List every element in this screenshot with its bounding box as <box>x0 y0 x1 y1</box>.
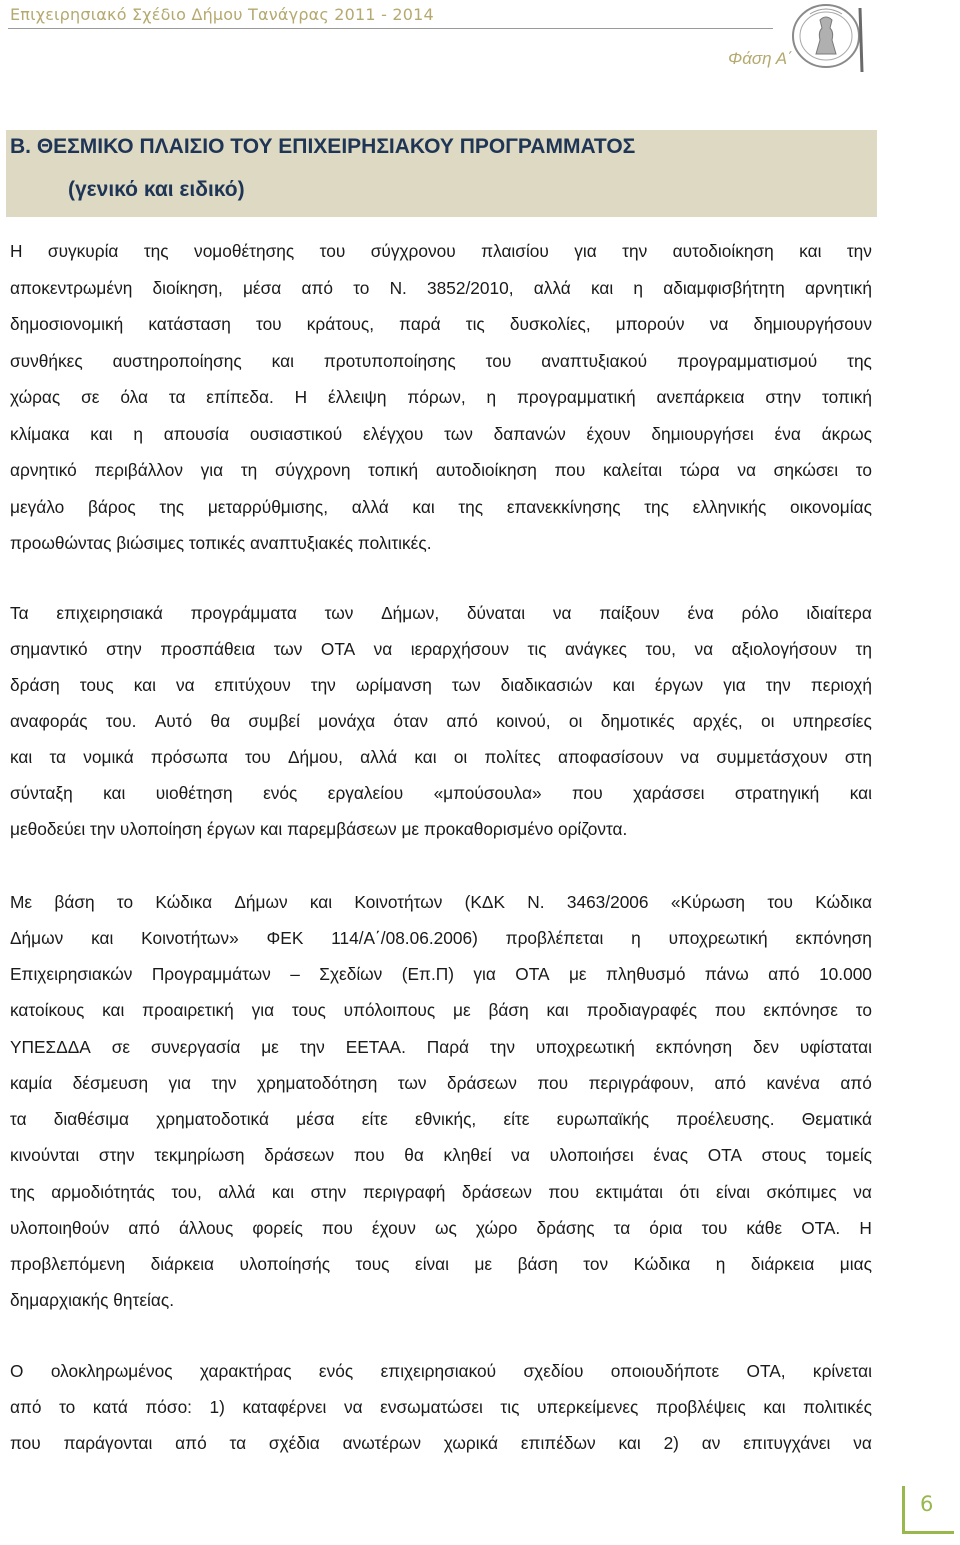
text-line: Η συγκυρία της νομοθέτησης του σύγχρονου πλαισίου για την αυτοδιοίκηση και την <box>10 241 872 261</box>
text-line: δράση τους και να επιτύχουν την ωρίμανση των διαδικασιών και έργων για την περιοχή <box>10 675 872 695</box>
text-line: ΥΠΕΣΔΔΑ σε συνεργασία με την ΕΕΤΑΑ. Παρά την υποχρεωτική εκπόνηση δεν υφίσταται <box>10 1037 872 1057</box>
text-line: συνθήκες αυστηροποίησης και προτυποποίησης του αναπτυξιακού προγραμματισμού της <box>10 351 872 371</box>
page-number-accent <box>902 1486 905 1534</box>
text-line: δημοσιονομική κατάσταση του κράτους, παρά τις δυσκολίες, μπορούν να δημιουργήσουν <box>10 314 872 334</box>
text-line: υλοποιηθούν από άλλους φορείς που έχουν ως χώρο δράσης τα όρια του κάθε ΟΤΑ. Η <box>10 1218 872 1238</box>
header-divider <box>8 28 773 29</box>
section-title: Β. ΘΕΣΜΙΚΟ ΠΛΑΙΣΙΟ ΤΟΥ ΕΠΙΧΕΙΡΗΣΙΑΚΟΥ ΠΡΟΓΡΑΜΜΑΤΟΣ <box>10 135 636 158</box>
text-line: μεγάλο βάρος της μεταρρύθμισης, αλλά και της επανεκκίνησης της ελληνικής οικονομίας <box>10 497 872 517</box>
text-line: αρνητικό περιβάλλον για τη σύγχρονη τοπική αυτοδιοίκηση που καλείται τώρα να σηκώσει το <box>10 460 872 480</box>
text-line: Τα επιχειρησιακά προγράμματα των Δήμων, δύναται να παίξουν ένα ρόλο ιδιαίτερα <box>10 603 872 623</box>
text-line: σημαντικό στην προσπάθεια των ΟΤΑ να ιεραρχήσουν τις ανάγκες του, να αξιολογήσουν τη <box>10 639 872 659</box>
header-phase: Φάση Α΄ <box>728 49 793 68</box>
text-line: χώρας σε όλα τα επίπεδα. Η έλλειψη πόρων, η προγραμματική ανεπάρκεια στην τοπική <box>10 387 872 407</box>
text-line: Με βάση το Κώδικα Δήμων και Κοινοτήτων (ΚΔΚ Ν. 3463/2006 «Κύρωση του Κώδικα <box>10 892 872 912</box>
text-line: που παράγονται από τα σχέδια ανωτέρων χωρικά επιπέδων και 2) αν επιτυγχάνει να <box>10 1433 872 1453</box>
text-line: Ο ολοκληρωμένος χαρακτήρας ενός επιχειρησιακού σχεδίου οποιουδήποτε ΟΤΑ, κρίνεται <box>10 1361 872 1381</box>
section-subtitle: (γενικό και ειδικό) <box>68 178 245 201</box>
text-line: Επιχειρησιακών Προγραμμάτων – Σχεδίων (Επ.Π) για ΟΤΑ με πληθυσμό πάνω από 10.000 <box>10 964 872 984</box>
text-line: κλίμακα και η απουσία ουσιαστικού ελέγχου των δαπανών έχουν δημιουργήσει ένα άκρως <box>10 424 872 444</box>
text-line: τα διαθέσιμα χρηματοδοτικά μέσα είτε εθνικής, είτε ευρωπαϊκής προέλευσης. Θεματικά <box>10 1109 872 1129</box>
text-line: μεθοδεύει την υλοποίηση έργων και παρεμβάσεων με προκαθορισμένο ορίζοντα. <box>10 819 628 839</box>
text-line: κινούνται στην τεκμηρίωση δράσεων που θα κληθεί να υλοποιήσει ένας ΟΤΑ στους τομείς <box>10 1145 872 1165</box>
page-number-accent <box>902 1531 954 1534</box>
page-number: 6 <box>920 1492 934 1516</box>
page-header <box>0 0 960 80</box>
text-line: Δήμων και Κοινοτήτων» ΦΕΚ 114/Α΄/08.06.2006) προβλέπεται η υποχρεωτική εκπόνηση <box>10 928 872 948</box>
page-number-box <box>902 1486 954 1534</box>
municipality-seal-icon <box>782 2 874 74</box>
text-line: κατοίκους και προαιρετική για τους υπόλοιπους με βάση και προδιαγραφές που εκπόνησε το <box>10 1000 872 1020</box>
text-line: δημαρχιακής θητείας. <box>10 1290 175 1310</box>
header-title: Επιχειρησιακό Σχέδιο Δήμου Τανάγρας 2011 - 2014 <box>10 5 434 24</box>
text-line: της αρμοδιότητάς του, αλλά και στην περιγραφή δράσεων που εκτιμάται ότι είναι σκόπιμες να <box>10 1182 872 1202</box>
text-line: και τα νομικά πρόσωπα του Δήμου, αλλά και οι πολίτες αποφασίσουν να συμμετάσχουν στη <box>10 747 872 767</box>
text-line: από το κατά πόσο: 1) καταφέρνει να ενσωματώσει τις υπερκείμενες προβλέψεις και πολιτικές <box>10 1397 872 1417</box>
text-line: προβλεπόμενη διάρκεια υλοποίησής τους είναι με βάση τον Κώδικα η διάρκεια μιας <box>10 1254 872 1274</box>
text-line: αναφοράς του. Αυτό θα συμβεί μονάχα όταν από κοινού, οι δημοτικές αρχές, οι υπηρεσίες <box>10 711 872 731</box>
text-line: αποκεντρωμένη διοίκηση, μέσα από το Ν. 3852/2010, αλλά και η αδιαμφισβήτητη αρνητική <box>10 278 872 298</box>
text-line: προωθώντας βιώσιμες τοπικές αναπτυξιακές πολιτικές. <box>10 533 432 553</box>
text-line: σύνταξη και υιοθέτηση ενός εργαλείου «μπούσουλα» που χαράσσει στρατηγική και <box>10 783 872 803</box>
text-line: καμία δέσμευση για την χρηματοδότηση των δράσεων που περιγράφουν, από κανένα από <box>10 1073 872 1093</box>
